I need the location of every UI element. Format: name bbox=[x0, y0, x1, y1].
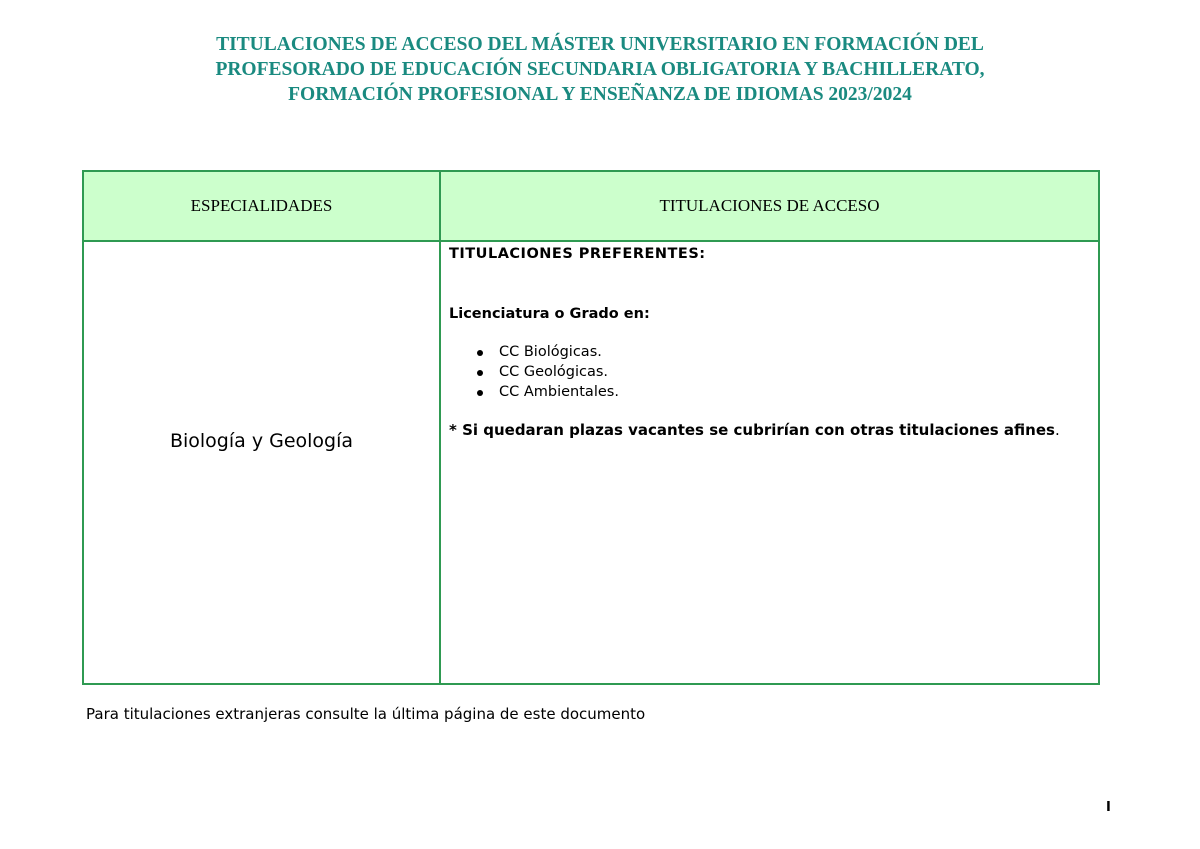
title-line-1: TITULACIONES DE ACCESO DEL MÁSTER UNIVERSITARIO EN FORMACIÓN DEL bbox=[216, 34, 984, 55]
header-especialidades: ESPECIALIDADES bbox=[83, 171, 440, 241]
speciality-name: Biología y Geología bbox=[169, 429, 354, 452]
vacancy-note bbox=[449, 420, 1094, 440]
degree-list bbox=[449, 342, 1094, 402]
table-header-row bbox=[83, 171, 1099, 241]
list-item: CC Ambientales. bbox=[499, 382, 1094, 402]
speciality-cell bbox=[83, 241, 440, 684]
table-row bbox=[83, 241, 1099, 684]
vacancy-note-end: . bbox=[1054, 421, 1060, 439]
document-title bbox=[100, 32, 1100, 107]
access-table bbox=[82, 170, 1100, 685]
title-line-2: PROFESORADO DE EDUCACIÓN SECUNDARIA OBLIGATORIA Y BACHILLERATO, bbox=[215, 59, 985, 80]
preferred-heading: TITULACIONES PREFERENTES: bbox=[449, 246, 706, 262]
page-number: I bbox=[1106, 800, 1111, 815]
titulaciones-cell bbox=[440, 241, 1099, 684]
foreign-degrees-note: Para titulaciones extranjeras consulte la última página de este documento bbox=[86, 705, 646, 723]
header-titulaciones: TITULACIONES DE ACCESO bbox=[440, 171, 1099, 241]
degree-intro: Licenciatura o Grado en: bbox=[449, 306, 650, 322]
list-item: CC Geológicas. bbox=[499, 362, 1094, 382]
list-item: CC Biológicas. bbox=[499, 342, 1094, 362]
title-line-3: FORMACIÓN PROFESIONAL Y ENSEÑANZA DE IDIOMAS 2023/2024 bbox=[288, 84, 912, 105]
vacancy-note-text: * Si quedaran plazas vacantes se cubrirían con otras titulaciones afines bbox=[449, 421, 1055, 439]
